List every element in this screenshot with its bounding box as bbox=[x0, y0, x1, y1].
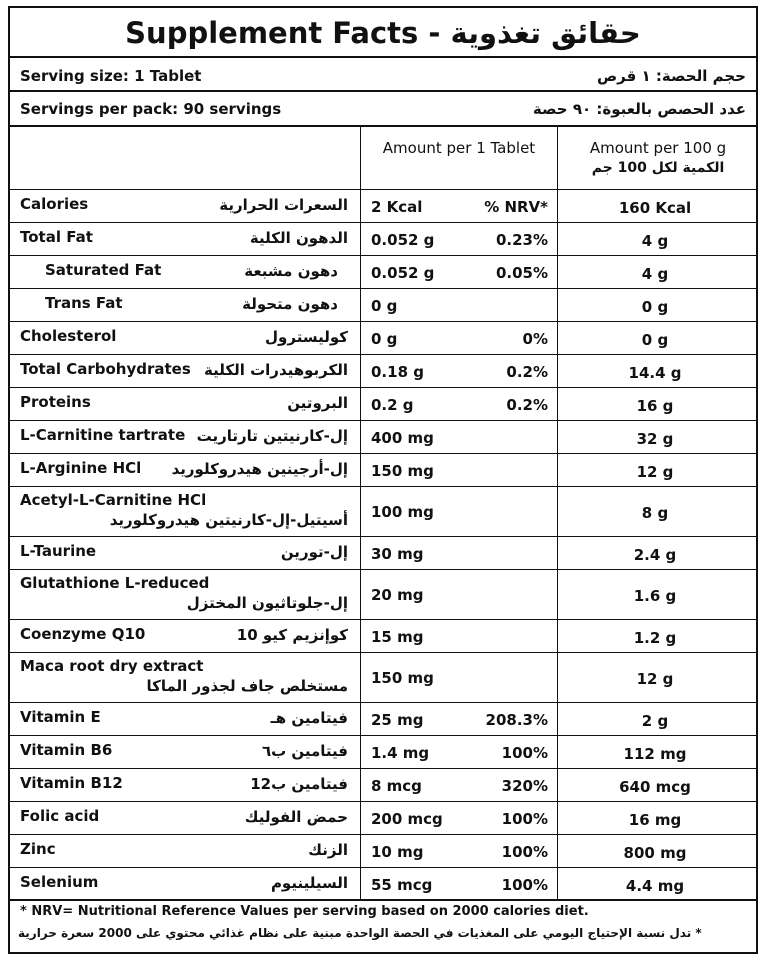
nutrient-name-en: Glutathione L-reduced bbox=[20, 574, 210, 592]
amount-per-100g: 160 Kcal bbox=[618, 199, 692, 217]
header-per-tablet: Amount per 1 Tablet bbox=[382, 139, 536, 157]
amount-per-100g: 16 mg bbox=[628, 811, 682, 829]
nutrient-name-en: L-Taurine bbox=[20, 542, 97, 560]
serving-size-ar: حجم الحصة: ١ قرص bbox=[596, 67, 746, 85]
nutrient-name-ar: مستخلص جاف لجذور الماكا bbox=[146, 677, 348, 695]
table-row bbox=[10, 354, 756, 388]
nutrient-name-ar: كوليسترول bbox=[265, 328, 348, 346]
amount-per-100g: 32 g bbox=[636, 430, 674, 448]
nutrient-name-en: Total Fat bbox=[20, 228, 93, 246]
amount-per-tablet: 0 g bbox=[371, 297, 398, 315]
table-row bbox=[10, 536, 756, 570]
nutrient-name-ar: فيتامين ب12 bbox=[250, 775, 348, 793]
amount-per-100g: 0 g bbox=[641, 298, 669, 316]
nrv-percent: 100% bbox=[501, 744, 548, 762]
nutrient-name-ar: أسيتيل-إل-كارنيتين هيدروكلوريد bbox=[109, 511, 348, 529]
nutrient-name-en: Cholesterol bbox=[20, 327, 117, 345]
table-row bbox=[10, 453, 756, 487]
serving-size-row bbox=[10, 60, 756, 92]
amount-per-100g: 4 g bbox=[641, 265, 669, 283]
nutrient-name-en: Trans Fat bbox=[45, 294, 123, 312]
amount-per-tablet: 1.4 mg bbox=[371, 744, 430, 762]
amount-per-100g: 4.4 mg bbox=[625, 877, 685, 895]
amount-per-100g: 4 g bbox=[641, 232, 669, 250]
nrv-percent: % NRV* bbox=[484, 198, 548, 216]
amount-per-100g: 0 g bbox=[641, 331, 669, 349]
nutrient-name-ar: إل-أرجينين هيدروكلوريد bbox=[171, 460, 348, 478]
amount-per-tablet: 2 Kcal bbox=[371, 198, 423, 216]
nutrient-name-en: Saturated Fat bbox=[45, 261, 162, 279]
nutrient-name-ar: الدهون الكلية bbox=[249, 229, 348, 247]
table-row bbox=[10, 255, 756, 289]
amount-per-tablet: 30 mg bbox=[371, 545, 424, 563]
nutrient-name-ar: إل-تورين bbox=[280, 543, 348, 561]
amount-per-100g: 2 g bbox=[641, 712, 669, 730]
nutrient-name-ar: فيتامين ب٦ bbox=[261, 742, 348, 760]
table-row bbox=[10, 652, 756, 703]
footnote-en: * NRV= Nutritional Reference Values per serving based on 2000 calories diet. bbox=[20, 904, 589, 919]
nutrient-name-ar: الزنك bbox=[308, 841, 348, 859]
table-row bbox=[10, 569, 756, 620]
nrv-percent: 208.3% bbox=[485, 711, 548, 729]
nutrient-name-en: Folic acid bbox=[20, 807, 100, 825]
nrv-percent: 0.23% bbox=[495, 231, 548, 249]
table-row bbox=[10, 486, 756, 537]
table-row bbox=[10, 867, 756, 901]
nutrient-name-en: L-Carnitine tartrate bbox=[20, 426, 186, 444]
amount-per-tablet: 150 mg bbox=[371, 669, 434, 687]
table-row bbox=[10, 420, 756, 454]
amount-per-tablet: 0.18 g bbox=[371, 363, 424, 381]
header-per-100g-ar: الكمية لكل 100 جم bbox=[591, 160, 725, 176]
nutrient-name-en: Maca root dry extract bbox=[20, 657, 204, 675]
table-row bbox=[10, 702, 756, 736]
amount-per-100g: 1.2 g bbox=[633, 629, 677, 647]
panel-title: Supplement Facts - حقائق تغذوية bbox=[10, 8, 756, 58]
nrv-percent: 320% bbox=[501, 777, 548, 795]
nrv-percent: 100% bbox=[501, 843, 548, 861]
servings-per-pack-en: Servings per pack: 90 servings bbox=[20, 100, 282, 118]
nutrient-name-ar: حمض الفوليك bbox=[244, 808, 348, 826]
nutrient-name-ar: كوإنزيم كيو 10 bbox=[236, 626, 348, 644]
nutrient-name-en: Vitamin E bbox=[20, 708, 101, 726]
amount-per-tablet: 0.052 g bbox=[371, 264, 435, 282]
amount-per-100g: 12 g bbox=[636, 463, 674, 481]
nutrient-name-en: Selenium bbox=[20, 873, 99, 891]
table-row bbox=[10, 834, 756, 868]
nrv-percent: 0.05% bbox=[495, 264, 548, 282]
servings-per-pack-ar: عدد الحصص بالعبوة: ٩٠ حصة bbox=[532, 100, 746, 118]
amount-per-tablet: 15 mg bbox=[371, 628, 424, 646]
amount-per-tablet: 0.2 g bbox=[371, 396, 414, 414]
amount-per-tablet: 8 mcg bbox=[371, 777, 422, 795]
nutrient-name-en: Proteins bbox=[20, 393, 91, 411]
amount-per-tablet: 0.052 g bbox=[371, 231, 435, 249]
nutrient-name-ar: دهون متحولة bbox=[242, 295, 338, 313]
amount-per-tablet: 200 mcg bbox=[371, 810, 443, 828]
nutrient-table bbox=[10, 127, 756, 901]
amount-per-100g: 1.6 g bbox=[633, 587, 677, 605]
amount-per-tablet: 20 mg bbox=[371, 586, 424, 604]
amount-per-100g: 14.4 g bbox=[628, 364, 682, 382]
nrv-percent: 0.2% bbox=[506, 363, 548, 381]
nutrient-name-en: Vitamin B6 bbox=[20, 741, 113, 759]
table-row bbox=[10, 801, 756, 835]
amount-per-tablet: 0 g bbox=[371, 330, 398, 348]
table-row bbox=[10, 321, 756, 355]
nutrient-name-en: L-Arginine HCl bbox=[20, 459, 142, 477]
nrv-percent: 0.2% bbox=[506, 396, 548, 414]
amount-per-tablet: 150 mg bbox=[371, 462, 434, 480]
amount-per-tablet: 55 mcg bbox=[371, 876, 433, 894]
nutrient-name-en: Acetyl-L-Carnitine HCl bbox=[20, 491, 207, 509]
nutrient-name-ar: إل-كارنيتين تارتاريت bbox=[196, 427, 348, 445]
table-row bbox=[10, 768, 756, 802]
amount-per-100g: 2.4 g bbox=[633, 546, 677, 564]
servings-per-pack-row bbox=[10, 94, 756, 127]
nutrient-name-ar: فيتامين هـ bbox=[270, 709, 348, 727]
amount-per-100g: 16 g bbox=[636, 397, 674, 415]
nutrient-name-ar: السعرات الحرارية bbox=[219, 196, 348, 214]
header-per-100g: Amount per 100 g bbox=[589, 139, 727, 157]
nutrient-name-ar: إل-جلوتاثيون المختزل bbox=[186, 594, 348, 612]
nutrient-name-ar: الكربوهيدرات الكلية bbox=[204, 361, 348, 379]
nrv-percent: 0% bbox=[522, 330, 548, 348]
column-header-row bbox=[10, 127, 756, 189]
amount-per-tablet: 10 mg bbox=[371, 843, 424, 861]
amount-per-100g: 800 mg bbox=[623, 844, 687, 862]
nutrient-name-en: Coenzyme Q10 bbox=[20, 625, 146, 643]
table-row bbox=[10, 387, 756, 421]
nutrient-name-ar: دهون مشبعة bbox=[244, 262, 338, 280]
footnote-ar: * تدل نسبة الإحتياج اليومي على المغذيات في الحصة الواحدة مبنية على نظام غذائي محتوي على 2000 سعرة حرارية bbox=[18, 926, 702, 940]
table-row bbox=[10, 189, 756, 223]
nutrient-name-ar: البروتين bbox=[287, 394, 348, 412]
nutrient-name-en: Zinc bbox=[20, 840, 56, 858]
nutrient-name-en: Vitamin B12 bbox=[20, 774, 123, 792]
amount-per-100g: 8 g bbox=[641, 504, 669, 522]
nutrient-name-ar: السيلينيوم bbox=[270, 874, 348, 892]
nutrient-name-en: Calories bbox=[20, 195, 89, 213]
amount-per-tablet: 100 mg bbox=[371, 503, 434, 521]
table-row bbox=[10, 619, 756, 653]
table-row bbox=[10, 735, 756, 769]
amount-per-100g: 112 mg bbox=[623, 745, 687, 763]
nrv-percent: 100% bbox=[501, 810, 548, 828]
table-row bbox=[10, 288, 756, 322]
nrv-percent: 100% bbox=[501, 876, 548, 894]
supplement-facts-panel bbox=[8, 6, 758, 954]
table-row bbox=[10, 222, 756, 256]
amount-per-tablet: 400 mg bbox=[371, 429, 434, 447]
amount-per-tablet: 25 mg bbox=[371, 711, 424, 729]
amount-per-100g: 12 g bbox=[636, 670, 674, 688]
nutrient-name-en: Total Carbohydrates bbox=[20, 360, 191, 378]
amount-per-100g: 640 mcg bbox=[619, 778, 691, 796]
serving-size-en: Serving size: 1 Tablet bbox=[20, 67, 202, 85]
